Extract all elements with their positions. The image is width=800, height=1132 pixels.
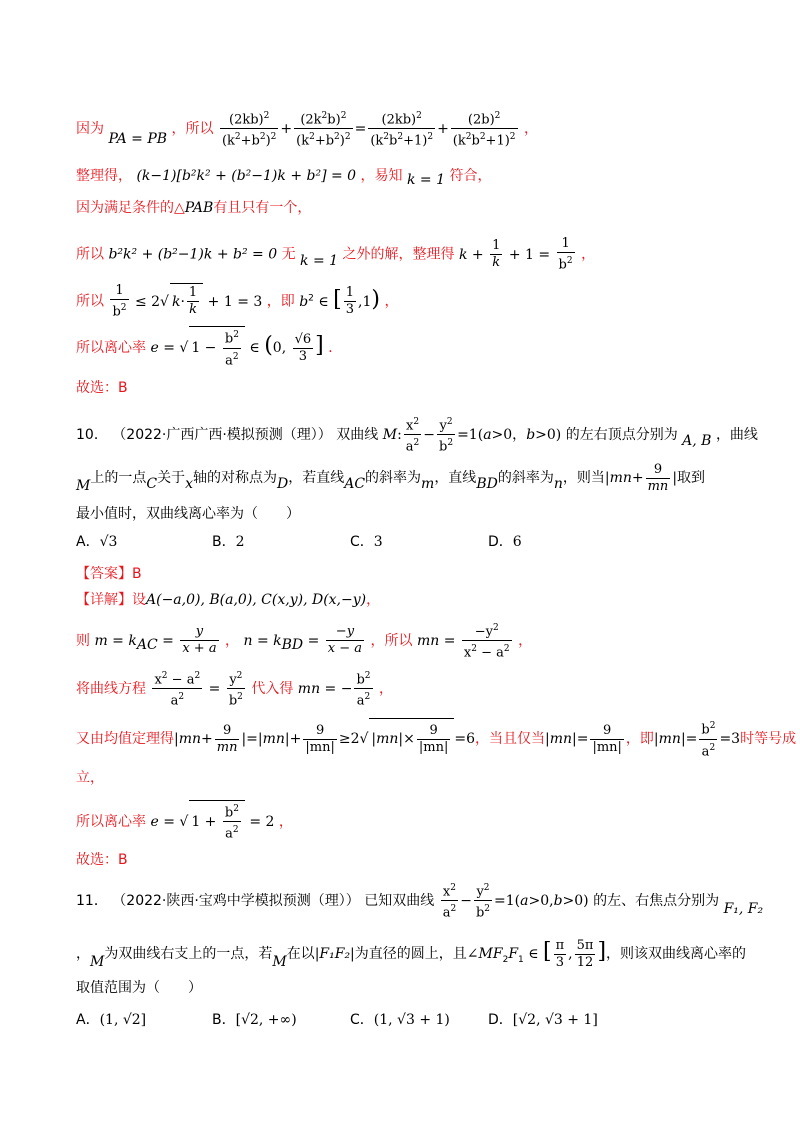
math-equation-render: |mn+ $\frac{9}{mn}$ | bbox=[604, 461, 678, 494]
solution-line-5 bbox=[76, 280, 724, 320]
text: ， bbox=[366, 592, 381, 608]
text: ， bbox=[384, 293, 399, 310]
text: ，易知 bbox=[360, 168, 403, 184]
option-value: √3 bbox=[99, 534, 118, 550]
math-var: n bbox=[553, 476, 563, 492]
q11-stem-line-3 bbox=[76, 978, 724, 998]
math-equation-render: k + $\frac{1}{k}$ + 1 = $\frac{1}{b^2}$ bbox=[458, 236, 573, 273]
text: ，则当 bbox=[562, 470, 605, 486]
text: 的斜率为 bbox=[497, 470, 554, 486]
math-equation-render: e = √ 1 + $\frac{b^2}{a^2}$ = 2 bbox=[150, 814, 274, 830]
text: ，则该双曲线离心率的 bbox=[606, 946, 747, 962]
text: ，若直线 bbox=[288, 470, 345, 486]
math-equation-render: $\frac{1}{b^2}$ ≤ 2√ k· $\frac{1}{k}$ + 1 = 3 bbox=[112, 282, 263, 320]
text: 设 bbox=[132, 592, 146, 608]
detail-tag: 【详解】 bbox=[76, 592, 132, 608]
math-equation-render: |mn|= $\frac{9}{|mn|}$ bbox=[544, 722, 622, 755]
q10-option-c[interactable] bbox=[350, 532, 383, 552]
q10-stem-line-2 bbox=[76, 460, 724, 496]
math-var: m bbox=[421, 476, 435, 492]
q10-option-b[interactable] bbox=[212, 532, 245, 552]
text: 上的一点 bbox=[90, 470, 147, 486]
option-value: (1, √2] bbox=[99, 1012, 147, 1028]
math-equation-render: mn = $\frac{-y^2}{x^2 - a^2}$ bbox=[417, 633, 514, 649]
text: 最小值时，双曲线离心率为（ ） bbox=[76, 506, 300, 522]
math-equation-render: M: $\frac{x^2}{a^2}$ − $\frac{y^2}{b^2}$ =1(a>0，b>0) bbox=[383, 427, 562, 443]
text: 之外的解，整理得 bbox=[342, 246, 455, 263]
q10-detail-line-1 bbox=[76, 590, 724, 610]
text: 的斜率为 bbox=[365, 470, 422, 486]
q11-option-c[interactable] bbox=[350, 1010, 450, 1030]
math-var: C bbox=[146, 476, 158, 492]
math-equation-render: $\angle MF_2F_1$ ∈ [ $\frac{\pi}{3}$ , $\frac{5\pi}{12}$ ] bbox=[466, 937, 607, 970]
text: 双曲线 bbox=[336, 426, 379, 443]
math-k: k = 1 bbox=[300, 252, 339, 269]
text: ，所以 bbox=[171, 120, 214, 137]
math-equation-render: $m = k_{AC}$ = $\frac{y}{x + a}$ bbox=[94, 624, 217, 657]
text: ， bbox=[225, 632, 240, 649]
q10-stem-line-3 bbox=[76, 504, 724, 524]
text: 时等号成 bbox=[740, 731, 797, 747]
text: 立， bbox=[76, 770, 104, 786]
text: ， bbox=[378, 680, 393, 697]
text: 取值范围为（ ） bbox=[76, 980, 202, 996]
q10-answer bbox=[76, 564, 724, 584]
text: 因为 bbox=[76, 120, 104, 137]
math-equation-render: mn = − $\frac{b^2}{a^2}$ bbox=[298, 681, 375, 697]
math-segment: |F₁F₂| bbox=[314, 946, 355, 962]
q10-detail-line-4 bbox=[76, 718, 797, 759]
text: 符合， bbox=[449, 168, 492, 184]
question-source: （2022·广西广西·模拟预测（理）） bbox=[112, 426, 332, 443]
text: 代入得 bbox=[251, 680, 294, 697]
q10-option-d[interactable] bbox=[488, 532, 522, 552]
math-triangle: PAB bbox=[184, 200, 214, 216]
text: ，直线 bbox=[434, 470, 477, 486]
math-equation-render: |mn|= $\frac{b^2}{a^2}$ =3 bbox=[654, 731, 740, 747]
math-equation-render: e = √ 1 − $\frac{b^2}{a^2}$ ∈ (0, $\frac{√6}{3}$ ] bbox=[150, 340, 323, 356]
text: 因为满足条件的△ bbox=[76, 200, 185, 216]
option-label: C． bbox=[350, 1012, 374, 1028]
text: 又由均值定理得 bbox=[76, 731, 174, 747]
q10-detail-line-6 bbox=[76, 800, 724, 840]
text: 故选：B bbox=[76, 380, 128, 396]
math-equation-render: $\frac{x^2 - a^2}{a^2}$ = $\frac{y^2}{b^2}$ bbox=[150, 681, 246, 697]
solution-line-4 bbox=[76, 236, 724, 272]
text: 有且只有一个， bbox=[213, 200, 312, 216]
q10-detail-line-2 bbox=[76, 620, 724, 661]
text: ，所以 bbox=[370, 632, 413, 649]
math-equation: A(−a,0), B(a,0), C(x,y), D(x,−y) bbox=[146, 592, 367, 608]
math-equation-render: $\frac{(2kb)^2}{(k^2+b^2)^2}$ + $\frac{(2k^2b)^2}{(k^2+b^2)^2}$ = $\frac{(2kb)^2}{(k^2b^2+1)^2}$ + $\frac{(2b)^2}{(k^2b^2+1)^2}$ bbox=[218, 121, 524, 137]
option-value: 3 bbox=[373, 534, 383, 550]
option-value: [√2, √3 + 1] bbox=[512, 1012, 598, 1028]
option-label: B． bbox=[212, 534, 236, 550]
math-var: x bbox=[185, 476, 193, 492]
text: 所以离心率 bbox=[76, 340, 146, 356]
text: 将曲线方程 bbox=[76, 680, 146, 697]
math-points: A, B bbox=[682, 432, 712, 449]
text: ，当且仅当 bbox=[474, 731, 545, 747]
q11-option-a[interactable] bbox=[76, 1010, 146, 1030]
text: 的左、右焦点分别为 bbox=[593, 892, 720, 909]
math-foci: F₁, F₂ bbox=[723, 900, 764, 917]
math-equation: (k−1)[b²k² + (b²−1)k + b²] = 0 bbox=[136, 168, 357, 184]
text: ， bbox=[581, 246, 596, 263]
question-number: 11． bbox=[76, 892, 108, 909]
text: 为双曲线右支上的一点，若 bbox=[104, 946, 273, 962]
q11-option-d[interactable] bbox=[488, 1010, 598, 1030]
question-number: 10． bbox=[76, 426, 108, 443]
math-var: M bbox=[90, 954, 105, 970]
math-condition: PA = PB bbox=[108, 130, 168, 147]
option-value: 2 bbox=[235, 534, 245, 550]
text: 已知双曲线 bbox=[364, 892, 435, 909]
solution-line-3 bbox=[76, 198, 724, 218]
option-label: C． bbox=[350, 534, 374, 550]
math-equation-render: $n = k_{BD}$ = $\frac{-y}{x - a}$ bbox=[243, 624, 363, 657]
text: 所以 bbox=[76, 293, 104, 310]
option-value: (1, √3 + 1) bbox=[373, 1012, 450, 1028]
math-var: AC bbox=[344, 476, 366, 492]
text: 为直径的圆上，且 bbox=[354, 946, 467, 962]
text: ，即 bbox=[625, 731, 654, 747]
text: 整理得， bbox=[76, 168, 132, 184]
text: ， bbox=[523, 120, 538, 137]
question-source: （2022·陕西·宝鸡中学模拟预测（理）） bbox=[112, 892, 360, 909]
option-value: [√2, +∞) bbox=[235, 1012, 297, 1028]
solution-line-6 bbox=[76, 326, 724, 366]
text: ， bbox=[518, 632, 533, 649]
math-var: M bbox=[76, 478, 91, 494]
text: ，即 bbox=[266, 293, 295, 310]
q11-option-b[interactable] bbox=[212, 1010, 297, 1030]
text: 的左右顶点分别为 bbox=[565, 426, 678, 443]
text: 轴的对称点为 bbox=[192, 470, 277, 486]
option-label: A． bbox=[76, 534, 100, 550]
math-var: M bbox=[272, 954, 287, 970]
q10-stem-line-1 bbox=[76, 414, 758, 455]
q11-stem-line-1 bbox=[76, 880, 764, 921]
option-label: D． bbox=[488, 1012, 513, 1028]
q10-option-a[interactable] bbox=[76, 532, 117, 552]
text: 在以 bbox=[286, 946, 315, 962]
answer-choice bbox=[76, 378, 724, 398]
text: ． bbox=[328, 340, 343, 356]
text: 关于 bbox=[157, 470, 186, 486]
option-label: D． bbox=[488, 534, 513, 550]
math-equation: b²k² + (b²−1)k + b² = 0 bbox=[108, 246, 278, 263]
math-equation-render: $\frac{x^2}{a^2}$ − $\frac{y^2}{b^2}$ =1(a>0,b>0) bbox=[439, 893, 589, 909]
text: 取到 bbox=[677, 470, 706, 486]
text: ， bbox=[76, 946, 90, 962]
q10-detail-line-3 bbox=[76, 668, 724, 709]
text: 故选：B bbox=[76, 852, 128, 868]
solution-line-1 bbox=[76, 108, 724, 148]
text: ，曲线 bbox=[715, 426, 758, 443]
text: 则 bbox=[76, 632, 90, 649]
text: 无 bbox=[281, 246, 296, 263]
math-equation-render: $b^2$ ∈ [ $\frac{1}{3}$ ,1) bbox=[299, 285, 380, 318]
text: ， bbox=[278, 813, 293, 830]
q10-detail-line-5 bbox=[76, 768, 724, 788]
math-var: BD bbox=[476, 476, 498, 492]
math-equation-render: |mn+ $\frac{9}{mn}$ |=|mn|+ $\frac{9}{|mn|}$ ≥2√ |mn|× $\frac{9}{|mn|}$ =6 bbox=[174, 731, 475, 747]
q10-choice bbox=[76, 850, 724, 870]
math-var: D bbox=[276, 476, 289, 492]
solution-line-2 bbox=[76, 166, 724, 186]
q11-stem-line-2 bbox=[76, 932, 747, 972]
math-k: k = 1 bbox=[407, 172, 446, 188]
option-value: 6 bbox=[512, 534, 522, 550]
answer-tag: 【答案】B bbox=[76, 566, 142, 582]
text: 所以离心率 bbox=[76, 813, 146, 830]
option-label: B． bbox=[212, 1012, 236, 1028]
text: 所以 bbox=[76, 246, 104, 263]
option-label: A． bbox=[76, 1012, 100, 1028]
